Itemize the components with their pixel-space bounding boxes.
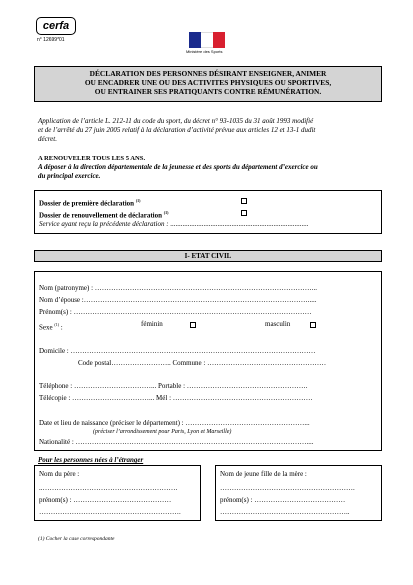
footnote: (1) Cocher la case correspondante [38, 536, 115, 542]
naissance-field[interactable]: Date et lieu de naissance (préciser le département) : ……………………………………………... [39, 419, 310, 427]
father-prenom-extra-field[interactable]: ……………………………………………………. [39, 508, 181, 516]
first-declaration-checkbox[interactable] [241, 198, 247, 204]
renew-line-3: du principal exercice. [38, 172, 101, 180]
father-prenom-field[interactable]: prénom(s) : …………………………………… [39, 496, 172, 504]
intro-line-1: Application de l’article L. 212-11 du code du sport, du décret n° 93-1035 du 31 août 1993 modifié [38, 117, 314, 125]
nom-field[interactable]: Nom (patronyme) : …………………………………………………………………………………... [39, 284, 318, 292]
etat-civil-box [34, 271, 382, 451]
cerfa-logo-text: cerfa [42, 20, 70, 32]
mother-name-field[interactable]: …………………………………………………. [220, 484, 355, 492]
cerfa-number: n° 12699*01 [37, 37, 65, 43]
title-box [34, 66, 382, 102]
father-name-field[interactable]: ..…………………………………………………. [39, 484, 178, 492]
code-postal-commune-field[interactable]: Code postal…………………….. Commune : …………………………………………… [78, 359, 327, 367]
telephone-portable-field[interactable]: Téléphone : ……………………………... Portable : ……………………………………………. [39, 382, 308, 390]
cerfa-logo [36, 17, 76, 35]
title-line-3: OU ENTRAINER SES PRATIQUANTS CONTRE RÉMUNÉRATION. [94, 87, 322, 96]
mother-name-label: Nom de jeune fille de la mère : [220, 470, 307, 478]
title-line-2: OU ENCADRER UNE OU DES ACTIVITES PHYSIQUES OU SPORTIVES, [84, 78, 332, 87]
nationalite-field[interactable]: Nationalité : ……………………………………………………………………………………….... [39, 438, 314, 446]
intro-text [38, 117, 383, 144]
father-box [34, 465, 201, 521]
title-line-1: DÉCLARATION DES PERSONNES DÉSIRANT ENSEIGNER, ANIMER [89, 69, 327, 78]
first-declaration-note-ref: (1) [135, 198, 141, 203]
mother-prenom-field[interactable]: prénom(s) : ………………………………… [220, 496, 346, 504]
sexe-colon: : [60, 323, 63, 332]
first-declaration-label: Dossier de première déclaration $^{(1)}$ [39, 198, 141, 208]
ministry-flag-logo [189, 32, 225, 48]
section-etat-civil-title: I- ETAT CIVIL [184, 252, 232, 260]
previous-service-field[interactable]: Service ayant reçu la précédente déclaration : ............................................................................... [39, 220, 309, 228]
feminin-label: féminin [141, 320, 163, 328]
prenoms-field[interactable]: Prénom(s) : ………………………………………………………………………………………… [39, 308, 312, 316]
mother-prenom-extra-field[interactable]: ……………………………………………….. [220, 508, 350, 516]
dossier-box [34, 190, 382, 234]
domicile-field[interactable]: Domicile : …………………………………………………………………………………………… [39, 347, 316, 355]
renewal-declaration-note-ref: (1) [163, 210, 169, 215]
renew-text [38, 154, 388, 181]
sexe-label: Sexe $^{(1)}$ : [39, 322, 63, 332]
feminin-checkbox[interactable] [190, 322, 196, 328]
nom-epouse-field[interactable]: Nom d’épouse :……………………………………………………………………………………..... [39, 296, 317, 304]
ministry-caption: Ministère des Sports [186, 49, 223, 54]
renewal-declaration-label: Dossier de renouvellement de déclaration $^{(1)}$ [39, 210, 169, 220]
section-etat-civil-header [34, 250, 382, 262]
mother-box [215, 465, 382, 521]
intro-line-3: décret. [38, 135, 57, 143]
naissance-note: (préciser l’arrondissement pour Paris, Lyon et Marseille) [93, 429, 232, 435]
masculin-label: masculin [265, 320, 291, 328]
intro-line-2: et de l’arrêté du 27 juin 2005 relatif à la déclaration d’activité prévue aux articles 12 et 13-1 dudit [38, 126, 316, 134]
renew-line-2: A déposer à la direction départementale de la jeunesse et des sports du département d’exercice ou [38, 163, 318, 171]
telecopie-mel-field[interactable]: Télécopie : ……………………………... Mél : …………………………………………………… [39, 394, 313, 402]
father-name-label: Nom du père : [39, 470, 80, 478]
renewal-declaration-checkbox[interactable] [241, 210, 247, 216]
foreign-section-title: Pour les personnes nées à l’étranger [38, 456, 144, 464]
renew-line-1: A RENOUVELER TOUS LES 5 ANS. [38, 155, 146, 162]
masculin-checkbox[interactable] [310, 322, 316, 328]
sexe-note-ref: (1) [54, 322, 60, 327]
